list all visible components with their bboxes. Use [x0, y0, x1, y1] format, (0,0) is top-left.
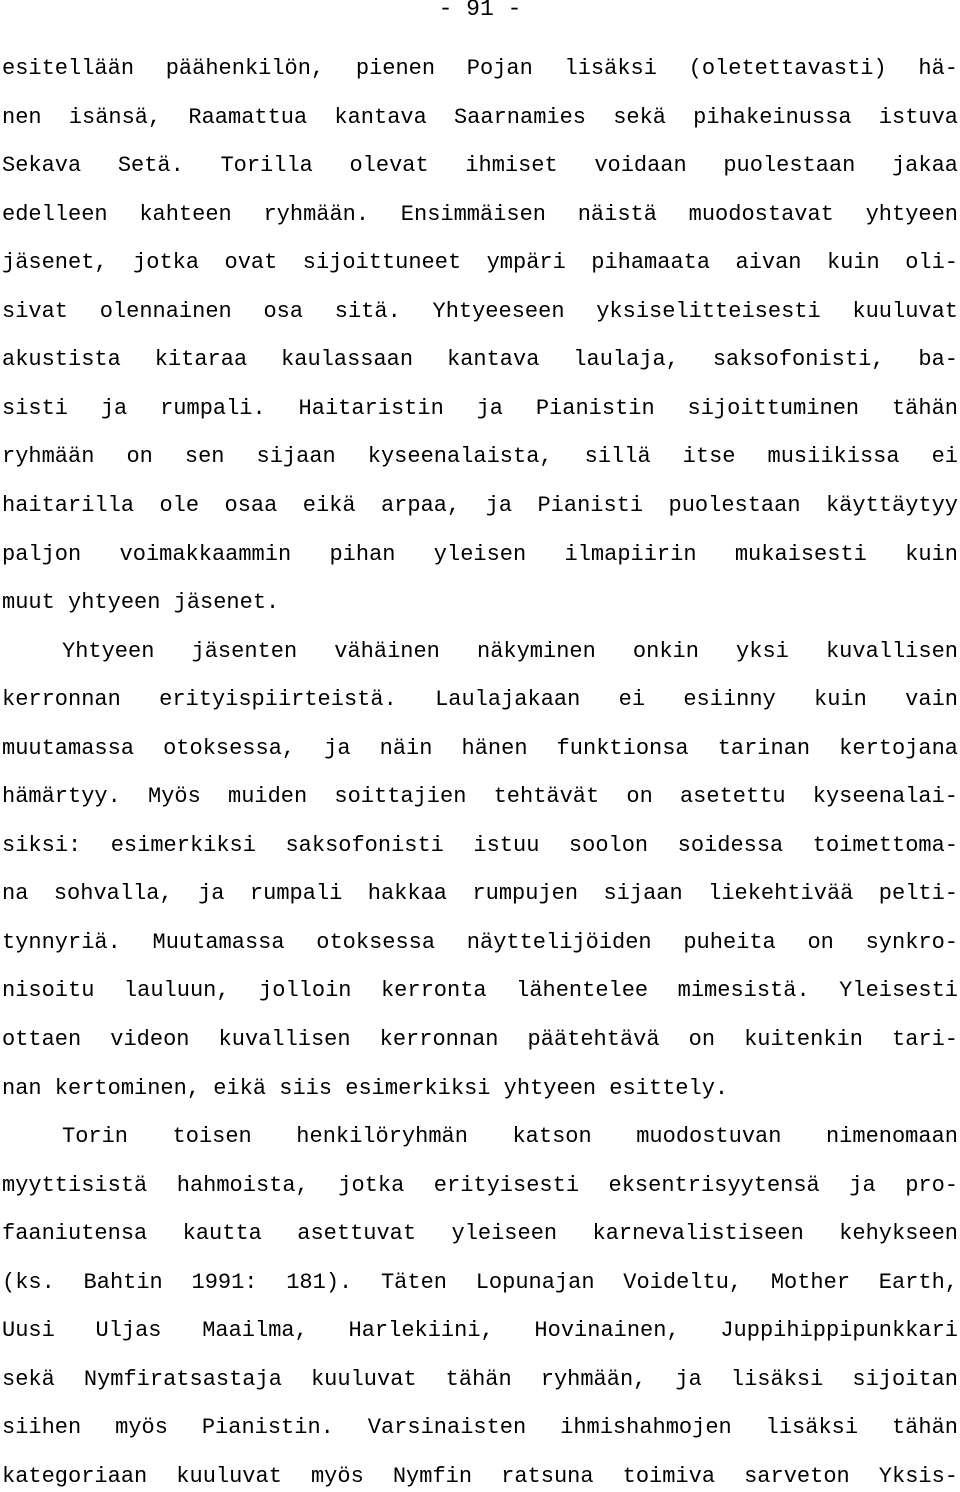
text-line: ottaen videon kuvallisen kerronnan päätehtävä on kuitenkin tari-	[2, 1027, 958, 1052]
text-line: Sekava Setä. Torilla olevat ihmiset voidaan puolestaan jakaa	[2, 153, 958, 179]
text-line: (ks. Bahtin 1991: 181). Täten Lopunajan Voideltu, Mother Earth,	[2, 1269, 958, 1295]
text-line: siksi: esimerkiksi saksofonisti istuu soolon soidessa toimettoma-	[2, 832, 958, 858]
text-line: muut yhtyeen jäsenet.	[2, 590, 280, 615]
text-line: kategoriaan kuuluvat myös Nymfin ratsuna toimiva sarveton Yksis-	[2, 1463, 958, 1489]
text-line: ryhmään on sen sijaan kyseenalaista, sillä itse musiikissa ei	[2, 444, 958, 470]
text-line: faaniutensa kautta asettuvat yleiseen karnevalistiseen kehykseen	[2, 1221, 958, 1247]
text-line: nen isänsä, Raamattua kantava Saarnamies sekä pihakeinussa istuva	[2, 104, 958, 130]
text-line: Uusi Uljas Maailma, Harlekiini, Hovinainen, Juppihippipunkkari	[2, 1318, 958, 1344]
text-line: paljon voimakkaammin pihan yleisen ilmapiirin mukaisesti kuin	[2, 541, 958, 567]
text-line: hämärtyy. Myös muiden soittajien tehtävät on asetettu kyseenalai-	[2, 784, 958, 810]
text-line: nan kertominen, eikä siis esimerkiksi yhtyeen esittely.	[2, 1075, 729, 1101]
text-line: sisti ja rumpali. Haitaristin ja Pianistin sijoittuminen tähän	[2, 395, 958, 421]
page-number: - 91 -	[438, 0, 522, 22]
text-line: tynnyriä. Muutamassa otoksessa näyttelijöiden puheita on synkro-	[2, 929, 958, 955]
text-line: jäsenet, jotka ovat sijoittuneet ympäri pihamaata aivan kuin oli-	[2, 250, 958, 276]
text-line: myyttisistä hahmoista, jotka erityisesti eksentrisyytensä ja pro-	[2, 1172, 958, 1198]
text-line: nisoitu lauluun, jolloin kerronta lähentelee mimesistä. Yleisesti	[2, 978, 958, 1004]
text-line: na sohvalla, ja rumpali hakkaa rumpujen sijaan liekehtivää pelti-	[2, 881, 958, 907]
text-line: sekä Nymfiratsastaja kuuluvat tähän ryhmään, ja lisäksi sijoitan	[2, 1366, 958, 1392]
text-line: sivat olennainen osa sitä. Yhtyeeseen yksiselitteisesti kuuluvat	[2, 298, 958, 324]
text-line: siihen myös Pianistin. Varsinaisten ihmishahmojen lisäksi tähän	[2, 1415, 958, 1441]
text-line: haitarilla ole osaa eikä arpaa, ja Pianisti puolestaan käyttäytyy	[2, 492, 958, 518]
text-line: Yhtyeen jäsenten vähäinen näkyminen onkin yksi kuvallisen	[62, 638, 958, 664]
text-line: muutamassa otoksessa, ja näin hänen funktionsa tarinan kertojana	[2, 735, 958, 761]
text-line: esitellään päähenkilön, pienen Pojan lisäksi (oletettavasti) hä-	[2, 56, 958, 81]
text-line: Torin toisen henkilöryhmän katson muodostuvan nimenomaan	[62, 1124, 958, 1150]
text-line: edelleen kahteen ryhmään. Ensimmäisen näistä muodostavat yhtyeen	[2, 201, 958, 227]
text-line: kerronnan erityispiirteistä. Laulajakaan ei esiinny kuin vain	[2, 687, 958, 713]
text-line: akustista kitaraa kaulassaan kantava laulaja, saksofonisti, ba-	[2, 347, 958, 373]
